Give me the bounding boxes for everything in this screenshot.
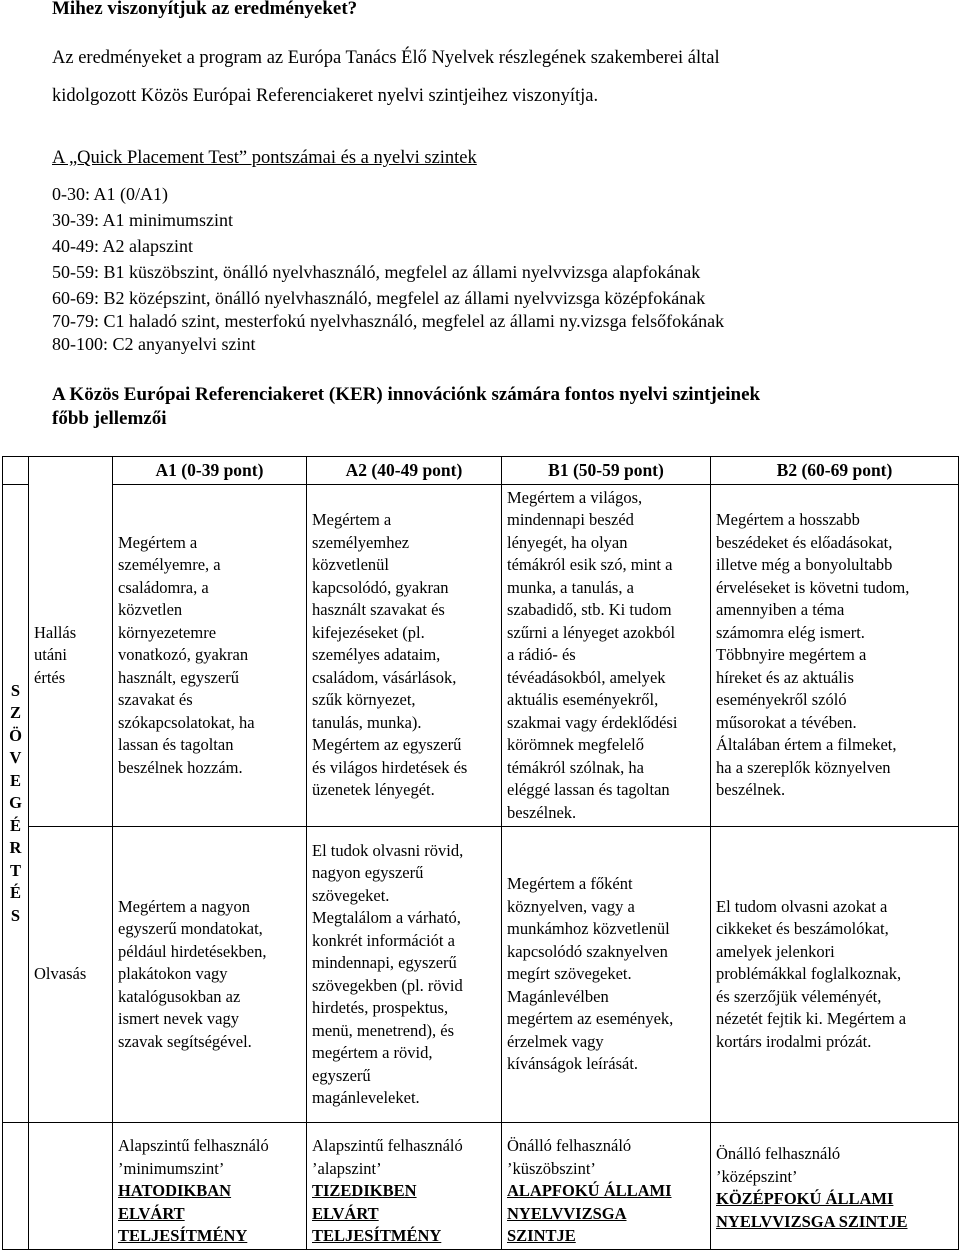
text-line: szókapcsolatokat, ha <box>118 712 255 732</box>
text-line: aktuális eseményekről, <box>507 690 659 710</box>
table-row-summary <box>3 1123 959 1250</box>
skill-listening <box>29 485 113 827</box>
text-line: menü, menetrend), és <box>312 1020 455 1040</box>
text-line: HATODIKBAN <box>118 1181 232 1200</box>
text-line: mindennapi, egyszerű <box>312 953 457 972</box>
text-line: Megértem a főként <box>507 874 633 894</box>
text-line: a rádió- és <box>507 645 576 665</box>
summary-b2 <box>711 1123 959 1250</box>
header-a1: A1 (0-39 pont) <box>113 457 307 485</box>
text-line: Megértem az egyszerű <box>312 735 462 755</box>
scale-title: A „Quick Placement Test” pontszámai és a nyelvi szintek <box>52 148 477 168</box>
header-blank-cell <box>29 457 113 485</box>
vertical-letter: S <box>10 905 21 925</box>
scale-line: 60-69: B2 középszint, önálló nyelvhasználó, megfelel az állami nyelvvizsga középfokának <box>52 288 706 308</box>
text-line: Többnyire megértem a <box>716 645 867 665</box>
text-line: munkámhoz közvetlenül <box>507 919 670 939</box>
text-line: ELVÁRT <box>312 1203 379 1223</box>
text-line: kapcsolódó, gyakran <box>312 577 449 597</box>
text-line: híreket és az aktuális <box>716 667 854 687</box>
text-line: amennyiben a téma <box>716 600 845 620</box>
cell-listening-a1 <box>113 485 307 827</box>
vertical-letter: Ö <box>9 725 22 745</box>
summary-a2-plain <box>312 1135 499 1180</box>
text-line: üzenetek lényegét. <box>312 780 435 800</box>
vertical-letter: É <box>9 883 21 903</box>
text-line: Megértem a <box>312 510 392 530</box>
text-line: beszélnek hozzám. <box>118 757 243 777</box>
scale-line: 80-100: C2 anyanyelvi szint <box>52 334 256 354</box>
text-line: lassan és tagoltan <box>118 735 234 755</box>
summary-blank-cell <box>3 1123 29 1250</box>
vertical-letter: V <box>9 748 22 768</box>
text-line: szakmai vagy érdeklődési <box>507 712 678 732</box>
text-line: megírt szövegeket. <box>507 964 632 984</box>
text-line: Hallás <box>34 622 77 642</box>
text-line: cikkeket és beszámolókat, <box>716 919 889 939</box>
text-line: vonatkozó, gyakran <box>118 645 249 665</box>
text-line: TIZEDIKBEN <box>312 1181 417 1200</box>
cell-listening-b2 <box>711 485 959 827</box>
text-line: eseményekről szóló <box>716 690 847 710</box>
summary-a1-plain <box>118 1135 304 1180</box>
text-line: ’küszöbszint’ <box>507 1158 596 1178</box>
text-line: értés <box>34 667 66 687</box>
text-line: El tudok olvasni rövid, <box>312 840 464 860</box>
skill-reading <box>29 827 113 1123</box>
summary-b1-target <box>507 1180 708 1248</box>
summary-a1 <box>113 1123 307 1250</box>
text-line: mindennapi beszéd <box>507 510 634 530</box>
vertical-letter: S <box>10 680 21 700</box>
text-line: megértem a rövid, <box>312 1043 433 1062</box>
text-line: eléggé lassan és tagoltan <box>507 780 670 800</box>
text-line: megértem az események, <box>507 1009 674 1029</box>
text-line: személyemhez <box>312 532 410 552</box>
intro-line-1: Az eredményeket a program az Európa Tanács Élő Nyelvek részlegének szakemberei által <box>52 48 720 68</box>
text-line: ALAPFOKÚ ÁLLAMI <box>507 1181 672 1200</box>
text-line: Általában értem a filmeket, <box>716 735 897 755</box>
text-line: NYELVVIZSGA <box>507 1203 627 1223</box>
text-line: kívánságok leírását. <box>507 1054 639 1074</box>
text-line: El tudom olvasni azokat a <box>716 896 888 916</box>
vertical-letter: E <box>9 770 21 790</box>
text-line: köznyelven, vagy a <box>507 896 635 916</box>
text-line: beszélnek. <box>507 802 577 822</box>
vertical-letter: Z <box>9 703 21 723</box>
text-line: és szerzőjük véleményét, <box>716 986 882 1006</box>
text-line: beszélnek. <box>716 780 786 800</box>
text-line: körömnek megfelelő <box>507 735 644 755</box>
text-line: Megértem a <box>118 532 198 552</box>
text-line: érveléseket is követni tudom, <box>716 577 910 597</box>
cell-listening-b1 <box>502 485 711 827</box>
table-header-row <box>3 457 959 485</box>
text-line: Alapszintű felhasználó <box>312 1136 463 1155</box>
text-line: számomra elég ismert. <box>716 622 865 642</box>
summary-b1 <box>502 1123 711 1250</box>
text-line: ’minimumszint’ <box>118 1158 225 1178</box>
text-line: Önálló felhasználó <box>716 1144 841 1163</box>
vertical-letter: É <box>9 815 21 835</box>
text-line: SZINTJE <box>507 1226 576 1245</box>
vertical-letter: G <box>9 793 22 813</box>
header-b2: B2 (60-69 pont) <box>711 457 959 485</box>
text-line: amelyek jelenkori <box>716 941 835 961</box>
text-line: kortárs irodalmi prózát. <box>716 1031 872 1051</box>
text-line: érzelmek vagy <box>507 1031 604 1051</box>
summary-b1-plain <box>507 1135 708 1180</box>
text-line: ’alapszint’ <box>312 1158 382 1178</box>
summary-a2-target <box>312 1180 499 1248</box>
cell-reading-a1 <box>113 827 307 1123</box>
text-line: NYELVVIZSGA SZINTJE <box>716 1211 908 1231</box>
text-line: utáni <box>34 645 67 664</box>
text-line: Magánlevélben <box>507 986 609 1006</box>
summary-blank-cell <box>29 1123 113 1250</box>
summary-a1-target <box>118 1180 304 1248</box>
table-row-reading <box>3 827 959 1123</box>
text-line: hirdetés, prospektus, <box>312 998 449 1017</box>
cell-reading-b2 <box>711 827 959 1123</box>
text-line: szűk környezet, <box>312 690 416 710</box>
cell-reading-b1 <box>502 827 711 1123</box>
ker-title-line-1: A Közös Európai Referenciakeret (KER) innovációnk számára fontos nyelvi szintjeinek <box>52 384 761 405</box>
summary-b2-plain <box>716 1143 956 1188</box>
text-line: Önálló felhasználó <box>507 1136 632 1155</box>
scale-line: 30-39: A1 minimumszint <box>52 210 234 230</box>
text-line: Megértem a nagyon <box>118 896 250 916</box>
summary-b2-target <box>716 1188 956 1233</box>
text-line: nézetét fejtik ki. Megértem a <box>716 1009 907 1029</box>
text-line: konkrét információt a <box>312 930 455 950</box>
text-line: tanulás, munka). <box>312 712 422 732</box>
text-line: lényegét, ha olyan <box>507 532 628 552</box>
text-line: beszédeket és előadásokat, <box>716 532 893 552</box>
text-line: környezetemre <box>118 622 217 642</box>
header-a2: A2 (40-49 pont) <box>307 457 502 485</box>
text-line: egyszerű <box>312 1065 371 1085</box>
text-line: személyes adataim, <box>312 645 441 665</box>
scale-line: 0-30: A1 (0/A1) <box>52 184 168 204</box>
text-line: TELJESÍTMÉNY <box>312 1226 442 1245</box>
text-line: közvetlen <box>118 600 183 620</box>
ker-table <box>2 456 959 1250</box>
header-blank-cell <box>3 457 29 485</box>
text-line: ELVÁRT <box>118 1203 185 1223</box>
text-line: TELJESÍTMÉNY <box>118 1226 248 1245</box>
text-line: és világos hirdetések és <box>312 757 468 777</box>
summary-a2 <box>307 1123 502 1250</box>
ker-title-line-2: főbb jellemzői <box>52 408 167 429</box>
text-line: használt, egyszerű <box>118 667 239 687</box>
text-line: plakátokon vagy <box>118 964 228 984</box>
text-line: kapcsolódó szaknyelven <box>507 941 668 961</box>
text-line: Megértem a világos, <box>507 487 643 507</box>
text-line: nagyon egyszerű <box>312 863 424 882</box>
scale-line: 50-59: B1 küszöbszint, önálló nyelvhasználó, megfelel az állami nyelvvizsga alapfokának <box>52 262 701 282</box>
text-line: témákról esik szó, mint a <box>507 555 673 575</box>
heading: Mihez viszonyítjuk az eredményeket? <box>52 0 358 19</box>
vertical-letter: T <box>9 860 21 880</box>
text-line: katalógusokban az <box>118 986 241 1006</box>
table-row-listening <box>3 485 959 827</box>
header-b1: B1 (50-59 pont) <box>502 457 711 485</box>
text-line: szavak segítségével. <box>118 1031 252 1051</box>
text-line: például hirdetésekben, <box>118 941 267 961</box>
cell-listening-a2 <box>307 485 502 827</box>
text-line: ’középszint’ <box>716 1166 798 1186</box>
text-line: közvetlenül <box>312 555 389 575</box>
text-line: családom, vásárlások, <box>312 667 457 687</box>
cell-reading-a2 <box>307 827 502 1123</box>
text-line: szövegeket. <box>312 885 390 905</box>
text-line: kifejezéseket (pl. <box>312 622 425 642</box>
vertical-label-szovegertes <box>3 485 29 1123</box>
vertical-letter: R <box>9 838 22 858</box>
text-line: tévéadásokból, amelyek <box>507 667 666 687</box>
scale-line: 40-49: A2 alapszint <box>52 236 193 256</box>
text-line: szövegekben (pl. rövid <box>312 975 463 995</box>
text-line: Olvasás <box>34 964 87 984</box>
text-line: Alapszintű felhasználó <box>118 1136 269 1155</box>
text-line: illetve még a bonyolultabb <box>716 555 893 575</box>
text-line: családomra, a <box>118 577 209 597</box>
text-line: problémákkal foglalkoznak, <box>716 964 902 984</box>
text-line: műsorokat a tévében. <box>716 712 857 732</box>
text-line: használt szavakat és <box>312 600 445 620</box>
text-line: KÖZÉPFOKÚ ÁLLAMI <box>716 1189 894 1208</box>
text-line: Megértem a hosszabb <box>716 510 860 530</box>
text-line: szűrni a lényeget azokból <box>507 622 676 642</box>
text-line: Megtalálom a várható, <box>312 908 461 927</box>
text-line: munka, a tanulás, a <box>507 577 634 597</box>
text-line: szabadidő, stb. Ki tudom <box>507 600 672 620</box>
text-line: ha a szereplők köznyelven <box>716 757 891 777</box>
text-line: magánleveleket. <box>312 1088 420 1107</box>
text-line: egyszerű mondatokat, <box>118 919 263 939</box>
scale-line: 70-79: C1 haladó szint, mesterfokú nyelvhasználó, megfelel az állami ny.vizsga felsőfokának <box>52 311 725 331</box>
text-line: személyemre, a <box>118 555 221 575</box>
text-line: szavakat és <box>118 690 193 710</box>
text-line: ismert nevek vagy <box>118 1009 239 1029</box>
intro-line-2: kidolgozott Közös Európai Referenciakeret nyelvi szintjeihez viszonyítja. <box>52 86 599 106</box>
text-line: témákról szólnak, ha <box>507 757 644 777</box>
